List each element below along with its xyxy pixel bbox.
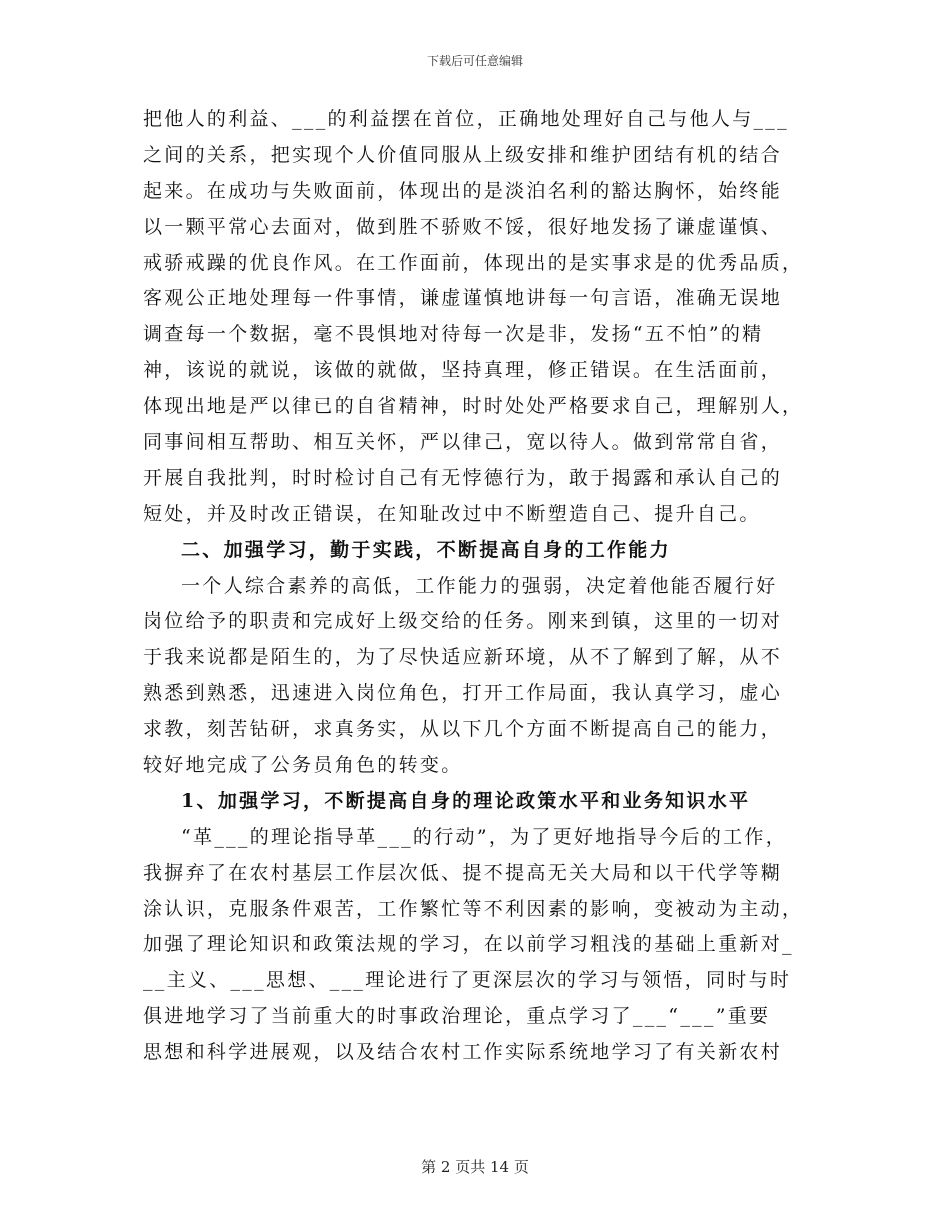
page-footer: 第 2 页共 14 页 [421,1158,529,1176]
paragraph-line: 起来。在成功与失败面前，体现出的是淡泊名利的豁达胸怀，始终能 [143,179,783,202]
paragraph-line: 把他人的利益、___的利益摆在首位，正确地处理好自己与他人与___ [143,108,789,130]
paragraph-line: 同事间相互帮助、相互关怀，严以律己，宽以待人。做到常常自省， [143,431,783,454]
paragraph-line: “革___的理论指导革___的行动”，为了更好地指导今后的工作， [181,825,788,848]
subsection-heading: 1、加强学习，不断提高自身的理论政策水平和业务知识水平 [181,789,751,812]
paragraph-line: 较好地完成了公务员角色的转变。 [143,754,463,777]
paragraph-line: 神，该说的就说，该做的就做，坚持真理，修正错误。在生活面前， [143,359,783,382]
paragraph-line: 思想和科学进展观，以及结合农村工作实际系统地学习了有关新农村 [143,1041,783,1064]
paragraph-line: 涂认识，克服条件艰苦，工作繁忙等不利因素的影响，变被动为主动， [143,897,803,920]
paragraph-line: 加强了理论知识和政策法规的学习，在以前学习粗浅的基础上重新对_ [143,933,794,956]
paragraph-line: 俱进地学习了当前重大的时事政治理论，重点学习了___“___”重要 [143,1005,771,1028]
paragraph-line: 开展自我批判，时时检讨自己有无悖德行为，敢于揭露和承认自己的 [143,466,783,489]
paragraph-line: 短处，并及时改正错误，在知耻改过中不断塑造自己、提升自己。 [143,502,761,525]
paragraph-line: 以一颗平常心去面对，做到胜不骄败不馁，很好地发扬了谦虚谨慎、 [143,215,783,238]
paragraph-line: 求教，刻苦钻研，求真务实，从以下几个方面不断提高自己的能力， [143,718,783,741]
paragraph-line: 我摒弃了在农村基层工作层次低、提不提高无关大局和以干代学等糊 [143,861,783,884]
paragraph-line: 之间的关系，把实现个人价值同服从上级安排和维护团结有机的结合 [143,143,783,166]
paragraph-line: 客观公正地处理每一件事情，谦虚谨慎地讲每一句言语，准确无误地 [143,287,783,310]
document-body [143,102,803,1071]
paragraph-line: 熟悉到熟悉，迅速进入岗位角色，打开工作局面，我认真学习，虚心 [143,682,783,705]
page-header: 下载后可任意编辑 [426,54,523,68]
paragraph-line: 体现出地是严以律已的自省精神，时时处处严格要求自己，理解别人， [143,395,803,418]
section-heading: 二、加强学习，勤于实践，不断提高自身的工作能力 [181,538,671,561]
paragraph-line: 调查每一个数据，毫不畏惧地对待每一次是非，发扬“五不怕”的精 [143,323,764,346]
paragraph-line: 戒骄戒躁的优良作风。在工作面前，体现出的是实事求是的优秀品质， [143,251,803,274]
paragraph-line: 岗位给予的职责和完成好上级交给的任务。刚来到镇，这里的一切对 [143,610,783,633]
paragraph-line: __主义、___思想、___理论进行了更深层次的学习与领悟，同时与时 [143,969,792,992]
paragraph-line: 一个人综合素养的高低，工作能力的强弱，决定着他能否履行好 [181,574,778,597]
paragraph-line: 于我来说都是陌生的，为了尽快适应新环境，从不了解到了解，从不 [143,646,783,669]
